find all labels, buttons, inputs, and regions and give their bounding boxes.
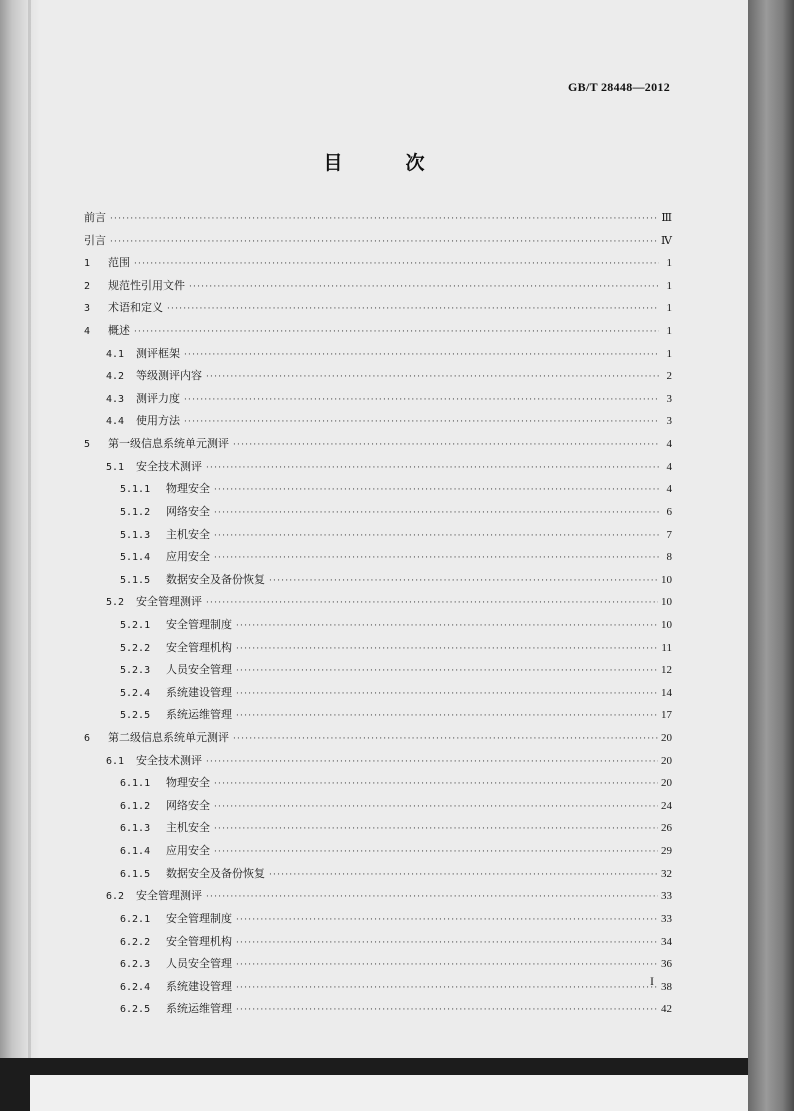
toc-entry[interactable] xyxy=(84,322,672,345)
toc-entry-title: 前言 xyxy=(84,211,106,224)
toc-entry-number: 6.2.1 xyxy=(120,913,151,925)
toc-entry-number: 5.2.4 xyxy=(120,687,151,699)
toc-entry-page: 4 xyxy=(666,438,672,451)
toc-entry-number: 5 xyxy=(84,439,91,451)
toc-entry[interactable] xyxy=(84,345,672,368)
toc-entry[interactable] xyxy=(84,887,672,910)
toc-entry-page: 10 xyxy=(661,618,672,631)
toc-entry-number: 5.2.1 xyxy=(120,619,151,631)
standard-code: GB/T 28448—2012 xyxy=(568,80,670,94)
toc-dot-leader xyxy=(236,938,658,948)
toc-dot-leader xyxy=(214,553,659,563)
toc-entry[interactable] xyxy=(84,299,672,322)
toc-entry-page: 4 xyxy=(666,460,672,473)
toc-entry-page: 4 xyxy=(666,483,672,496)
toc-dot-leader xyxy=(214,531,659,541)
toc-entry-page: 1 xyxy=(666,279,672,292)
toc-dot-leader xyxy=(206,372,659,382)
toc-entry[interactable] xyxy=(84,684,672,707)
toc-entry-page: 10 xyxy=(661,596,672,609)
toc-entry[interactable] xyxy=(84,390,672,413)
toc-dot-leader xyxy=(206,892,658,902)
toc-entry-title: 测评框架 xyxy=(136,346,180,360)
toc-entry-title: 引言 xyxy=(84,233,106,247)
table-of-contents xyxy=(84,209,672,1023)
toc-entry[interactable] xyxy=(84,774,672,797)
toc-entry-page: 24 xyxy=(661,799,672,812)
toc-entry-number: 6.1.1 xyxy=(120,778,151,790)
toc-entry-number: 6.2.3 xyxy=(120,959,151,971)
toc-entry[interactable] xyxy=(84,865,672,888)
toc-entry[interactable] xyxy=(84,435,672,458)
toc-entry-title: 第二级信息系统单元测评 xyxy=(108,731,229,745)
toc-entry[interactable] xyxy=(84,616,672,639)
toc-entry[interactable] xyxy=(84,661,672,684)
toc-entry-page: 2 xyxy=(666,370,672,383)
toc-entry-number: 6 xyxy=(84,733,91,745)
toc-dot-leader xyxy=(236,689,658,699)
toc-entry[interactable] xyxy=(84,910,672,933)
toc-entry-page: 1 xyxy=(666,347,672,360)
toc-entry-page: 12 xyxy=(661,664,672,677)
toc-dot-leader xyxy=(214,824,658,834)
toc-entry-title: 安全管理机构 xyxy=(166,640,232,654)
toc-entry-number: 5.1.4 xyxy=(120,552,151,564)
toc-entry-page: 1 xyxy=(666,302,672,315)
toc-entry[interactable] xyxy=(84,571,672,594)
toc-entry-page: 38 xyxy=(661,980,672,993)
toc-entry-page: 1 xyxy=(666,325,672,338)
toc-entry[interactable] xyxy=(84,367,672,390)
toc-entry-title: 主机安全 xyxy=(166,821,210,835)
toc-entry-number: 6.1.5 xyxy=(120,868,151,880)
toc-dot-leader xyxy=(236,711,658,721)
toc-entry-title: 人员安全管理 xyxy=(166,663,232,677)
toc-entry-number: 3 xyxy=(84,303,91,315)
toc-entry[interactable] xyxy=(84,458,672,481)
toc-entry-number: 5.2.2 xyxy=(120,642,151,654)
toc-dot-leader xyxy=(214,802,658,812)
toc-entry-page: 7 xyxy=(666,528,672,541)
toc-dot-leader xyxy=(236,915,658,925)
toc-entry-title: 人员安全管理 xyxy=(166,957,232,971)
toc-dot-leader xyxy=(214,508,659,518)
toc-entry-page: 1 xyxy=(666,257,672,270)
toc-entry-number: 5.1.5 xyxy=(120,574,151,586)
toc-entry-title: 第一级信息系统单元测评 xyxy=(108,437,229,451)
page-gap xyxy=(0,1058,748,1075)
toc-dot-leader xyxy=(206,598,658,608)
toc-dot-leader xyxy=(206,463,659,473)
toc-entry[interactable] xyxy=(84,254,672,277)
toc-entry[interactable] xyxy=(84,933,672,956)
toc-entry[interactable] xyxy=(84,526,672,549)
toc-entry-title: 应用安全 xyxy=(166,550,210,564)
toc-entry-page: 17 xyxy=(661,709,672,722)
toc-entry[interactable] xyxy=(84,593,672,616)
toc-entry[interactable] xyxy=(84,842,672,865)
toc-dot-leader xyxy=(134,327,659,337)
toc-entry-page: 10 xyxy=(661,573,672,586)
toc-entry[interactable] xyxy=(84,277,672,300)
toc-dot-leader xyxy=(184,395,659,405)
toc-dot-leader xyxy=(184,417,659,427)
toc-dot-leader xyxy=(110,237,658,247)
toc-entry-number: 6.1.3 xyxy=(120,823,151,835)
viewer-background xyxy=(748,0,794,1111)
toc-dot-leader xyxy=(233,734,658,744)
toc-entry-page: 33 xyxy=(661,912,672,925)
toc-entry-title: 物理安全 xyxy=(166,482,210,496)
toc-entry-title: 范围 xyxy=(108,256,130,270)
toc-dot-leader xyxy=(214,779,658,789)
toc-entry-number: 6.1.4 xyxy=(120,846,151,858)
toc-dot-leader xyxy=(233,440,659,450)
toc-entry-title: 应用安全 xyxy=(166,844,210,858)
toc-dot-leader xyxy=(134,259,659,269)
toc-entry[interactable] xyxy=(84,706,672,729)
toc-entry[interactable] xyxy=(84,797,672,820)
toc-entry-number: 5.1 xyxy=(106,461,125,473)
toc-entry[interactable] xyxy=(84,480,672,503)
toc-entry-title: 网络安全 xyxy=(166,504,210,518)
toc-entry-number: 6.2.2 xyxy=(120,936,151,948)
toc-entry-number: 5.1.2 xyxy=(120,506,151,518)
toc-entry-number: 5.1.3 xyxy=(120,529,151,541)
toc-entry-page: 6 xyxy=(666,505,672,518)
toc-entry-title: 系统运维管理 xyxy=(166,1002,232,1016)
toc-entry-title: 系统建设管理 xyxy=(166,685,232,699)
toc-entry[interactable] xyxy=(84,955,672,978)
page-folio: I xyxy=(650,974,654,988)
toc-entry-page: 36 xyxy=(661,958,672,971)
toc-entry-page: Ⅳ xyxy=(661,234,672,247)
toc-entry[interactable] xyxy=(84,752,672,775)
toc-entry-number: 6.2 xyxy=(106,891,125,903)
toc-entry-title: 安全管理制度 xyxy=(166,617,232,631)
toc-entry-page: 20 xyxy=(661,777,672,790)
toc-entry-number: 2 xyxy=(84,280,91,292)
toc-entry-number: 4.1 xyxy=(106,348,125,360)
toc-entry[interactable] xyxy=(84,819,672,842)
toc-entry[interactable] xyxy=(84,639,672,662)
toc-entry-page: 42 xyxy=(661,1003,672,1016)
toc-dot-leader xyxy=(206,757,658,767)
toc-entry-page: 29 xyxy=(661,845,672,858)
toc-entry-number: 5.2.5 xyxy=(120,710,151,722)
toc-dot-leader xyxy=(214,485,659,495)
toc-entry-number: 6.2.4 xyxy=(120,981,151,993)
toc-entry-page: 26 xyxy=(661,822,672,835)
toc-entry[interactable] xyxy=(84,1000,672,1023)
toc-entry-title: 安全管理测评 xyxy=(136,889,202,903)
toc-entry-page: 33 xyxy=(661,890,672,903)
toc-dot-leader xyxy=(236,1005,658,1015)
toc-dot-leader xyxy=(236,666,658,676)
toc-entry-title: 规范性引用文件 xyxy=(108,278,185,292)
toc-entry-page: 20 xyxy=(661,732,672,745)
toc-entry-title: 安全管理制度 xyxy=(166,911,232,925)
toc-dot-leader xyxy=(236,983,658,993)
toc-dot-leader xyxy=(184,350,659,360)
toc-dot-leader xyxy=(110,214,658,224)
toc-entry-title: 安全管理测评 xyxy=(136,595,202,609)
toc-entry[interactable] xyxy=(84,978,672,1001)
toc-entry-title: 安全技术测评 xyxy=(136,459,202,473)
toc-entry-title: 安全管理机构 xyxy=(166,934,232,948)
toc-entry-page: 11 xyxy=(661,641,672,654)
toc-entry-title: 主机安全 xyxy=(166,527,210,541)
toc-entry-title: 等级测评内容 xyxy=(136,369,202,383)
toc-entry-number: 5.2 xyxy=(106,597,125,609)
toc-dot-leader xyxy=(236,960,658,970)
toc-entry-title: 网络安全 xyxy=(166,798,210,812)
next-page-edge xyxy=(30,1075,748,1111)
toc-entry[interactable] xyxy=(84,232,672,255)
toc-dot-leader xyxy=(236,644,658,654)
toc-entry-number: 1 xyxy=(84,258,91,270)
toc-entry[interactable] xyxy=(84,412,672,435)
toc-entry-number: 4 xyxy=(84,326,91,338)
toc-entry-page: Ⅲ xyxy=(661,212,672,224)
toc-entry-title: 系统运维管理 xyxy=(166,708,232,722)
toc-dot-leader xyxy=(269,576,658,586)
toc-entry-number: 4.4 xyxy=(106,416,125,428)
toc-entry-title: 测评力度 xyxy=(136,391,180,405)
toc-entry-title: 系统建设管理 xyxy=(166,979,232,993)
toc-entry-number: 6.2.5 xyxy=(120,1004,151,1016)
toc-entry-title: 数据安全及备份恢复 xyxy=(166,572,265,586)
toc-dot-leader xyxy=(167,304,659,314)
toc-dot-leader xyxy=(214,847,658,857)
toc-entry-title: 数据安全及备份恢复 xyxy=(166,866,265,880)
toc-entry-number: 4.3 xyxy=(106,393,125,405)
toc-entry-number: 4.2 xyxy=(106,371,125,383)
toc-entry-page: 3 xyxy=(666,392,672,405)
toc-dot-leader xyxy=(236,621,658,631)
toc-entry-number: 5.2.3 xyxy=(120,665,151,677)
toc-entry-title: 概述 xyxy=(108,324,130,338)
toc-entry[interactable] xyxy=(84,209,672,232)
toc-entry-page: 14 xyxy=(661,686,672,699)
toc-entry-page: 3 xyxy=(666,415,672,428)
toc-dot-leader xyxy=(269,870,658,880)
toc-entry[interactable] xyxy=(84,729,672,752)
toc-entry-title: 使用方法 xyxy=(136,414,180,428)
toc-entry-page: 34 xyxy=(661,935,672,948)
toc-title: 目 次 xyxy=(323,152,447,174)
toc-dot-leader xyxy=(189,282,659,292)
toc-entry-title: 安全技术测评 xyxy=(136,753,202,767)
toc-entry[interactable] xyxy=(84,548,672,571)
toc-entry-number: 6.1 xyxy=(106,755,125,767)
toc-entry-title: 术语和定义 xyxy=(108,301,163,315)
toc-entry-number: 6.1.2 xyxy=(120,800,151,812)
toc-entry-page: 8 xyxy=(666,551,672,564)
toc-entry-page: 20 xyxy=(661,754,672,767)
toc-entry-page: 32 xyxy=(661,867,672,880)
toc-entry[interactable] xyxy=(84,503,672,526)
toc-entry-number: 5.1.1 xyxy=(120,484,151,496)
toc-entry-title: 物理安全 xyxy=(166,776,210,790)
